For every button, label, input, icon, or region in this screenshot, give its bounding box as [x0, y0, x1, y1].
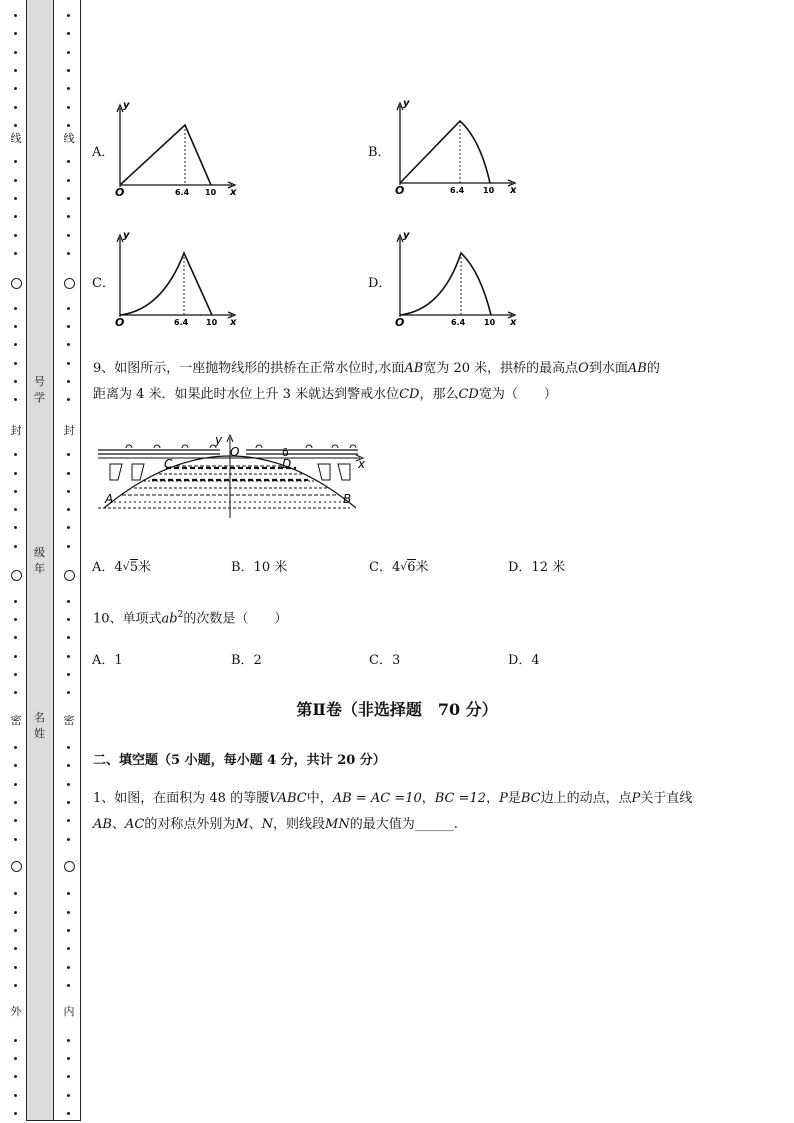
cut-dot	[67, 234, 70, 237]
q9-option-c	[369, 556, 429, 575]
grade-field	[26, 545, 53, 577]
q9-option-c-unit: 米	[415, 560, 429, 575]
fill-q1-line-2	[93, 812, 753, 838]
graph-origin-label: O	[395, 316, 405, 329]
cut-dot	[67, 746, 70, 749]
cut-dot	[14, 106, 17, 109]
graph-peak-tick: 6.4	[450, 186, 465, 195]
cut-dot	[14, 636, 17, 639]
q9-option-b: B．10 米	[231, 560, 288, 575]
cut-dot	[67, 106, 70, 109]
cut-dot	[14, 966, 17, 969]
q9-var-cd: CD	[458, 387, 479, 402]
cut-dot	[67, 600, 70, 603]
q9-option-a	[92, 556, 151, 575]
q8-graph-b	[392, 94, 527, 202]
cut-dot	[67, 215, 70, 218]
q9-option-c-text: C．4	[369, 560, 401, 575]
cut-dot	[14, 490, 17, 493]
cut-dot	[67, 380, 70, 383]
cut-circle	[11, 570, 22, 581]
cut-dot	[14, 51, 17, 54]
graph-peak-tick: 6.4	[451, 318, 466, 327]
cut-dot	[14, 984, 17, 987]
sqrt-icon: √	[400, 560, 408, 573]
fill-q1-var-m: M	[235, 817, 249, 832]
cut-dot	[67, 984, 70, 987]
cut-dot	[67, 343, 70, 346]
cut-label-outer-bottom: 外	[10, 1005, 22, 1018]
fill-q1-var-ac: AC	[124, 817, 145, 832]
q9-var-ab: AB	[404, 361, 424, 376]
q9-text: 9、如图所示，一座抛物线形的拱桥在正常水位时,水面	[93, 361, 405, 376]
cut-dot	[14, 508, 17, 511]
cut-dot	[67, 1039, 70, 1042]
field-char: 年	[34, 562, 45, 575]
cut-dot	[14, 673, 17, 676]
bridge-point-a: A	[105, 492, 114, 506]
cut-dot	[67, 490, 70, 493]
q9-option-c-radicand: 6	[407, 560, 416, 575]
cut-dot	[14, 398, 17, 401]
margin-rule-right	[80, 0, 81, 1121]
cut-dot	[67, 819, 70, 822]
cut-dot	[67, 691, 70, 694]
q9-line-1	[93, 356, 753, 382]
cut-dot	[14, 380, 17, 383]
cut-circle	[64, 570, 75, 581]
bridge-origin-label: O	[230, 445, 240, 459]
cut-dot	[67, 252, 70, 255]
cut-dot	[67, 398, 70, 401]
cut-dot	[67, 1057, 70, 1060]
graph-x-label: x	[230, 317, 237, 328]
cut-dot	[67, 673, 70, 676]
cut-dot	[67, 618, 70, 621]
cut-dot	[67, 453, 70, 456]
q10-text: 的次数是（ ）	[183, 611, 288, 627]
fill-q1-equation: BC =12	[434, 791, 487, 806]
graph-y-label: y	[123, 100, 130, 111]
cut-dot	[14, 819, 17, 822]
bridge-x-label: x	[358, 457, 366, 471]
graph-peak-tick: 6.4	[175, 188, 190, 197]
cut-dot	[67, 124, 70, 127]
field-char: 学	[34, 391, 45, 404]
q10-option-b: B．2	[231, 653, 262, 668]
cut-dot	[14, 929, 17, 932]
cut-dot	[67, 197, 70, 200]
cut-dot	[14, 307, 17, 310]
bridge-y-label: y	[215, 433, 223, 447]
cut-dot	[67, 508, 70, 511]
cut-dot	[67, 69, 70, 72]
cut-dot	[14, 746, 17, 749]
cut-dot	[14, 618, 17, 621]
bridge-point-d: D	[282, 457, 292, 471]
q8-option-b-label: B．	[368, 145, 391, 160]
cut-dot	[14, 911, 17, 914]
fill-q1-var-n: N	[261, 817, 274, 832]
q9-stem	[93, 356, 753, 408]
cut-circle	[11, 861, 22, 872]
field-char: 号	[34, 375, 45, 388]
cut-dot	[67, 801, 70, 804]
cut-dot	[67, 929, 70, 932]
cut-dot	[67, 838, 70, 841]
cut-dot	[14, 892, 17, 895]
cut-dot	[14, 14, 17, 17]
cut-dot	[67, 911, 70, 914]
fill-q1-var-ab: AB	[93, 817, 112, 832]
q9-bridge-figure	[96, 430, 376, 526]
q10-expression: ab	[161, 611, 178, 627]
cut-dot	[67, 51, 70, 54]
q8-graph-c	[112, 226, 247, 334]
sqrt-icon: √	[122, 560, 130, 573]
cut-dot	[14, 215, 17, 218]
cut-dot	[67, 1094, 70, 1097]
cut-label-inner-low: 密	[63, 714, 75, 727]
cut-dot	[67, 966, 70, 969]
fill-q1-text: ，	[421, 791, 435, 806]
fill-q1-text: ，则线段	[273, 817, 326, 832]
bridge-point-b: B	[343, 492, 352, 506]
cut-dot	[14, 472, 17, 475]
q9-text: 到水面	[588, 361, 628, 376]
cut-dot	[14, 179, 17, 182]
cut-dot	[67, 325, 70, 328]
q9-text: 宽为 20 米，拱桥的最高点	[423, 361, 579, 376]
cut-dot	[67, 362, 70, 365]
fill-q1-var-bc: BC	[520, 791, 541, 806]
field-char: 姓	[34, 727, 45, 740]
q8-option-a-label: A．	[92, 145, 115, 160]
cut-dot	[67, 179, 70, 182]
graph-y-label: y	[123, 230, 130, 241]
q9-option-a-radicand: 5	[129, 560, 138, 575]
field-char: 名	[34, 711, 45, 724]
fill-q1-equation: AB = AC =10	[332, 791, 422, 806]
cut-dot	[67, 32, 70, 35]
cut-dot	[14, 545, 17, 548]
cut-dot	[67, 783, 70, 786]
q10-option-c: C．3	[369, 653, 401, 668]
cut-label-outer-mid: 封	[10, 424, 22, 437]
inner-dotted-cut-line	[62, 0, 76, 1123]
graph-origin-label: O	[115, 316, 125, 329]
cut-dot	[67, 892, 70, 895]
cut-dot	[67, 545, 70, 548]
cut-dot	[67, 307, 70, 310]
graph-x-label: x	[230, 187, 237, 198]
cut-dot	[14, 197, 17, 200]
cut-label-outer-top: 线	[10, 132, 22, 145]
q9-line-2	[93, 382, 753, 408]
graph-peak-tick: 6.4	[174, 318, 189, 327]
margin-rule-mid	[53, 0, 54, 1121]
q10-text: 10、单项式	[93, 611, 162, 627]
cut-dot	[67, 87, 70, 90]
q9-var-o: O	[578, 361, 589, 376]
fill-q1-text: 关于直线	[640, 791, 693, 806]
fill-q1-text: 中，	[306, 791, 333, 806]
cut-dot	[14, 691, 17, 694]
cut-dot	[14, 1094, 17, 1097]
fill-q1-text: 边上的动点，点	[540, 791, 632, 806]
cut-dot	[14, 526, 17, 529]
graph-y-label: y	[403, 98, 410, 109]
fill-q1-text: 1、如图，在面积为 48 的等腰	[93, 791, 270, 806]
graph-end-tick: 10	[483, 186, 495, 195]
cut-dot	[14, 32, 17, 35]
q8-graph-a	[112, 96, 247, 204]
field-char: 级	[34, 546, 45, 559]
cut-dot	[67, 14, 70, 17]
fill-in-heading: 二、填空题（5 小题，每小题 4 分，共计 20 分）	[93, 753, 386, 768]
fill-q1-var-p: P	[631, 791, 641, 806]
cut-dot	[67, 655, 70, 658]
q9-text: 距离为 4 米．如果此时水位上升 3 米就达到警戒水位	[93, 387, 400, 402]
q8-option-c-label: C．	[92, 276, 115, 291]
graph-end-tick: 10	[205, 188, 217, 197]
cut-dot	[14, 1075, 17, 1078]
fill-q1-text: 的最大值为______.	[349, 817, 458, 832]
cut-label-outer-low: 密	[10, 714, 22, 727]
cut-circle	[11, 278, 22, 289]
cut-dot	[14, 838, 17, 841]
graph-origin-label: O	[395, 184, 405, 197]
q10-stem	[93, 602, 287, 632]
bridge-point-c: C	[164, 457, 173, 471]
cut-dot	[67, 526, 70, 529]
cut-dot	[67, 636, 70, 639]
q8-graph-d	[392, 226, 527, 334]
outer-dotted-cut-line	[9, 0, 23, 1123]
cut-dot	[14, 69, 17, 72]
fill-q1-line-1	[93, 786, 753, 812]
q9-var-ab: AB	[627, 361, 647, 376]
graph-x-label: x	[510, 185, 517, 196]
student-number-field	[26, 374, 53, 406]
fill-q1-var-p: P	[499, 791, 508, 806]
cut-dot	[67, 160, 70, 163]
fill-q1-text: 、	[111, 817, 125, 832]
q10-exponent: 2	[177, 610, 184, 620]
cut-dot	[14, 252, 17, 255]
cut-dot	[14, 801, 17, 804]
cut-dot	[14, 124, 17, 127]
cut-dot	[14, 783, 17, 786]
cut-dot	[67, 472, 70, 475]
cut-dot	[14, 655, 17, 658]
q9-text: ，那么	[419, 387, 459, 402]
fill-q1-var-mn: MN	[325, 817, 350, 832]
q9-option-a-unit: 米	[137, 560, 151, 575]
q9-var-cd: CD	[399, 387, 420, 402]
graph-y-label: y	[403, 230, 410, 241]
cut-dot	[14, 1112, 17, 1115]
graph-origin-label: O	[115, 186, 125, 199]
fill-q1-text: ，	[486, 791, 500, 806]
cut-dot	[14, 1039, 17, 1042]
cut-dot	[67, 1075, 70, 1078]
q9-text: 宽为（ ）	[478, 387, 557, 402]
q9-text: 的	[646, 361, 660, 376]
cut-dot	[14, 947, 17, 950]
q10-option-a: A．1	[92, 653, 123, 668]
cut-dot	[67, 1112, 70, 1115]
cut-dot	[14, 325, 17, 328]
fill-q1-stem	[93, 786, 753, 838]
cut-dot	[14, 234, 17, 237]
fill-q1-text: 的对称点外别为	[144, 817, 236, 832]
bridge-deco-label: ō	[282, 446, 289, 459]
cut-dot	[14, 453, 17, 456]
cut-label-inner-top: 线	[63, 132, 75, 145]
graph-end-tick: 10	[484, 318, 496, 327]
cut-dot	[14, 343, 17, 346]
q10-option-d: D．4	[508, 653, 540, 668]
graph-end-tick: 10	[206, 318, 218, 327]
cut-label-inner-bottom: 内	[63, 1005, 75, 1018]
cut-dot	[14, 362, 17, 365]
fill-q1-triangle: VABC	[269, 791, 307, 806]
cut-dot	[67, 947, 70, 950]
cut-dot	[14, 87, 17, 90]
cut-dot	[14, 160, 17, 163]
section-2-title: 第Ⅱ卷（非选择题 70 分）	[296, 700, 498, 719]
q8-option-d-label: D．	[368, 276, 392, 291]
q9-option-d: D．12 米	[508, 560, 566, 575]
cut-dot	[14, 764, 17, 767]
graph-x-label: x	[510, 317, 517, 328]
cut-circle	[64, 861, 75, 872]
cut-dot	[14, 600, 17, 603]
cut-dot	[67, 764, 70, 767]
fill-q1-text: 、	[248, 817, 262, 832]
cut-dot	[14, 1057, 17, 1060]
cut-circle	[64, 278, 75, 289]
fill-q1-text: 是	[507, 791, 521, 806]
q9-option-a-text: A．4	[92, 560, 123, 575]
cut-label-inner-mid: 封	[63, 424, 75, 437]
